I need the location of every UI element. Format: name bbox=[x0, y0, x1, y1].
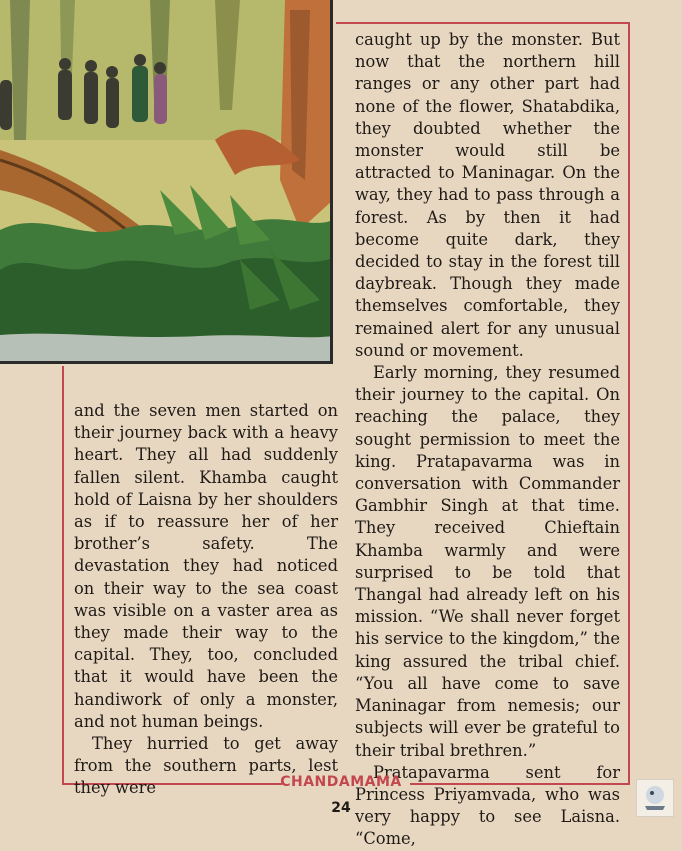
publisher-logo-icon bbox=[636, 779, 674, 817]
right-paragraph-1: caught up by the monster. But now that the northern hill ranges or any other part had none of the flower, Shatabdika, they doubted whether the monster would still be attracted to Maninagar. On the way, they had to pass through a forest. As by then it had become quite dark, they decided to stay in the forest till daybreak. Though they made themselves comfortable, they remained alert for any unusual sound or movement. bbox=[355, 30, 620, 360]
left-paragraph-1: and the seven men started on their journey back with a heavy heart. They all had suddenly fallen silent. Khamba caught hold of Laisna by her shoulders as if to reassure her of her brother’s safety. The devastation they had noticed on their way to the sea coast was visible on a vaster area as they made their way to the capital. They, too, concluded that it would have been the handiwork of only a monster, and not human beings. bbox=[74, 401, 338, 731]
frame-right-line bbox=[628, 22, 630, 784]
right-paragraph-3: Pratapavarma sent for Princess Priyamvada, who was very happy to see Laisna. “Come, bbox=[355, 762, 620, 849]
right-text-column bbox=[355, 29, 620, 851]
left-text-column bbox=[74, 400, 338, 800]
forest-scene-image bbox=[0, 0, 333, 364]
left-paragraph-2: They hurried to get away from the southern parts, lest they were bbox=[74, 734, 338, 798]
forest-illustration bbox=[0, 0, 333, 364]
magazine-title: CHANDAMAMA bbox=[280, 774, 402, 790]
frame-top-line bbox=[336, 22, 630, 24]
page-number: 24 bbox=[331, 800, 351, 816]
right-paragraph-2: Early morning, they resumed their journey to the capital. On reaching the palace, they sought permission to meet the king. Pratapavarma was in conversation with Commander Gambhir Singh at that time. They received Chieftain Khamba warmly and were surprised to be told that Thangal had already left on his mission. “We shall never forget his service to the kingdom,” the king assured the tribal chief. “You all have come to save Maninagar from nemesis; our subjects will ever be grateful to their tribal brethren.” bbox=[355, 363, 620, 760]
frame-left-line bbox=[62, 366, 64, 784]
